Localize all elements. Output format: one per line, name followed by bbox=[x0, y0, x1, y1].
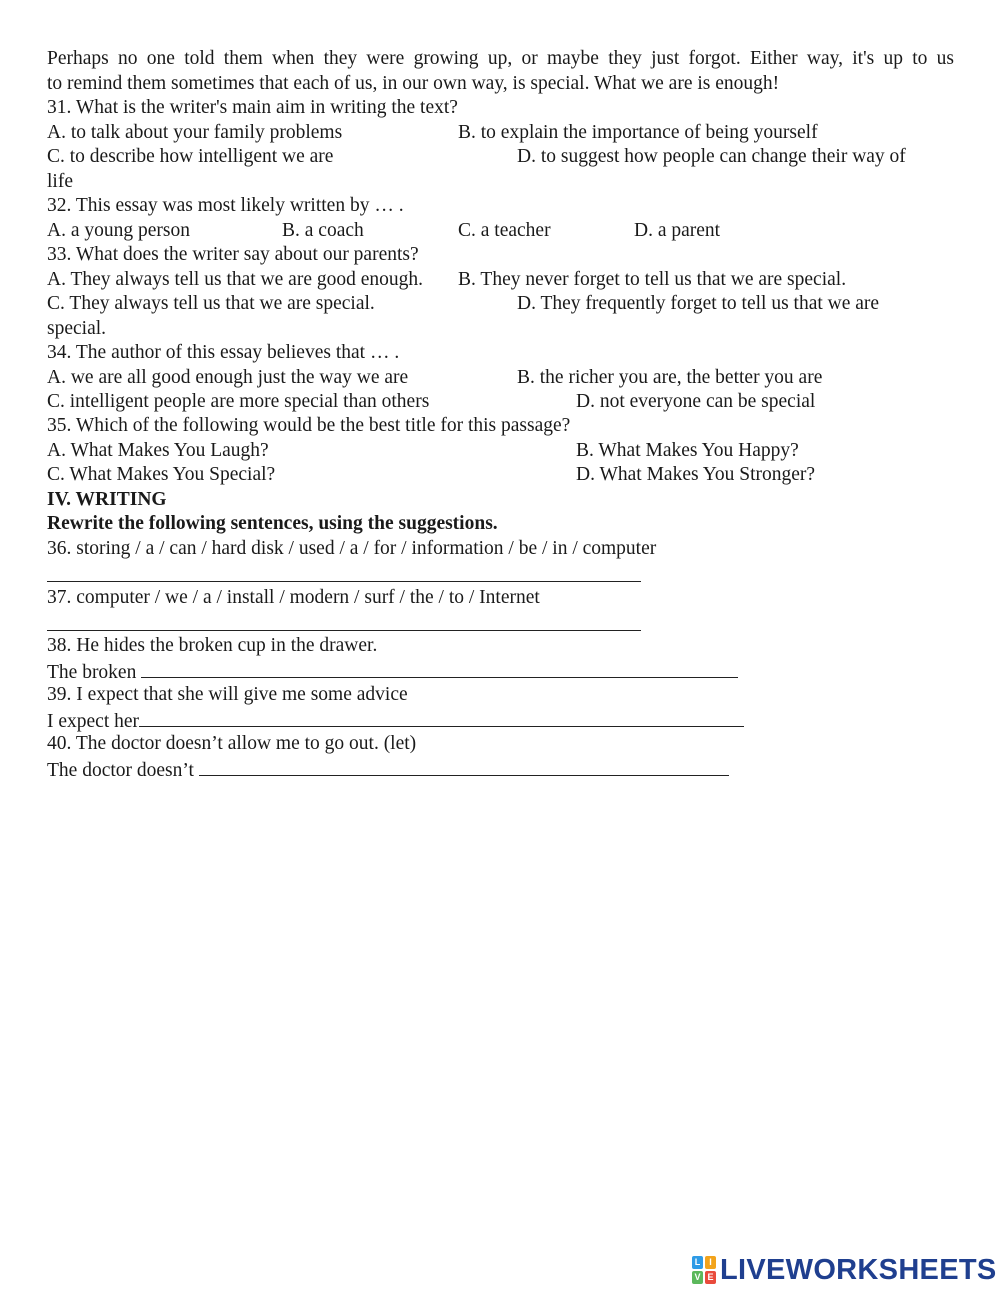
question-32-option-b: B. a coach bbox=[282, 220, 364, 241]
writing-item-40-starter: The doctor doesn’t bbox=[47, 760, 199, 781]
question-35-option-c: C. What Makes You Special? bbox=[47, 464, 276, 485]
writing-item-38-starter: The broken bbox=[47, 662, 142, 683]
question-34-option-d: D. not everyone can be special bbox=[576, 391, 816, 412]
question-32-row-1 bbox=[47, 219, 953, 243]
question-31-option-d-wrap: life bbox=[47, 171, 73, 192]
writing-item-39-prompt: 39. I expect that she will give me some advice bbox=[47, 684, 408, 705]
writing-item-37-prompt: 37. computer / we / a / install / modern / surf / the / to / Internet bbox=[47, 587, 540, 608]
question-33-option-c: C. They always tell us that we are special. bbox=[47, 293, 375, 314]
question-32-option-c: C. a teacher bbox=[458, 220, 551, 241]
question-34-option-b: B. the richer you are, the better you are bbox=[517, 367, 823, 388]
passage-line-2: to remind them sometimes that each of us, in our own way, is special. What we are is enough! bbox=[47, 73, 780, 94]
writing-instruction: Rewrite the following sentences, using the suggestions. bbox=[47, 513, 498, 534]
question-33-option-d-wrap: special. bbox=[47, 318, 107, 339]
writing-item-36-answer-line[interactable] bbox=[47, 581, 641, 582]
question-32-stem: 32. This essay was most likely written by … . bbox=[47, 195, 404, 216]
question-35-option-a: A. What Makes You Laugh? bbox=[47, 440, 269, 461]
passage-line-1: Perhaps no one told them when they were growing up, or maybe they just forgot. Either way, it's up to us bbox=[47, 48, 954, 69]
writing-item-39-starter: I expect her bbox=[47, 711, 140, 732]
question-31-row-2 bbox=[47, 145, 953, 169]
question-33-option-d: D. They frequently forget to tell us that we are bbox=[517, 293, 880, 314]
question-32-option-a: A. a young person bbox=[47, 220, 190, 241]
writing-item-40-prompt: 40. The doctor doesn’t allow me to go out. (let) bbox=[47, 733, 417, 754]
question-35-option-b: B. What Makes You Happy? bbox=[576, 440, 799, 461]
writing-item-37-answer-line[interactable] bbox=[47, 630, 641, 631]
question-34-row-1 bbox=[47, 366, 953, 390]
liveworksheets-mark-icon bbox=[692, 1256, 716, 1284]
question-34-option-c: C. intelligent people are more special than others bbox=[47, 391, 430, 412]
writing-item-39-answer-line[interactable] bbox=[139, 708, 744, 727]
question-35-row-1 bbox=[47, 439, 953, 463]
question-31-row-1 bbox=[47, 121, 953, 145]
question-35-stem: 35. Which of the following would be the best title for this passage? bbox=[47, 415, 571, 436]
question-33-option-b: B. They never forget to tell us that we are special. bbox=[458, 269, 847, 290]
question-31-option-c: C. to describe how intelligent we are bbox=[47, 146, 334, 167]
question-31-option-b: B. to explain the importance of being yourself bbox=[458, 122, 818, 143]
question-33-stem: 33. What does the writer say about our parents? bbox=[47, 244, 419, 265]
writing-item-38-answer-row bbox=[47, 659, 738, 685]
writing-item-38-prompt: 38. He hides the broken cup in the drawer. bbox=[47, 635, 378, 656]
question-31-stem: 31. What is the writer's main aim in writing the text? bbox=[47, 97, 458, 118]
question-31-option-a: A. to talk about your family problems bbox=[47, 122, 343, 143]
question-34-option-a: A. we are all good enough just the way we are bbox=[47, 367, 409, 388]
logo-mark-letter-3: V bbox=[692, 1271, 703, 1284]
question-34-stem: 34. The author of this essay believes that … . bbox=[47, 342, 400, 363]
writing-item-36-prompt: 36. storing / a / can / hard disk / used / a / for / information / be / in / computer bbox=[47, 538, 657, 559]
writing-heading: IV. WRITING bbox=[47, 489, 167, 510]
liveworksheets-wordmark: LIVEWORKSHEETS bbox=[720, 1253, 997, 1286]
question-31-option-d: D. to suggest how people can change their way of bbox=[517, 146, 906, 167]
logo-mark-letter-1: L bbox=[692, 1256, 703, 1269]
liveworksheets-logo[interactable] bbox=[692, 1255, 997, 1285]
question-34-row-2 bbox=[47, 390, 953, 414]
writing-item-40-answer-line[interactable] bbox=[199, 757, 729, 776]
question-32-option-d: D. a parent bbox=[634, 220, 721, 241]
question-35-row-2 bbox=[47, 463, 953, 487]
question-35-option-d: D. What Makes You Stronger? bbox=[576, 464, 816, 485]
question-33-row-2 bbox=[47, 292, 953, 316]
writing-item-38-answer-line[interactable] bbox=[141, 659, 738, 678]
writing-item-39-answer-row bbox=[47, 708, 744, 734]
logo-mark-letter-4: E bbox=[705, 1271, 716, 1284]
question-33-option-a: A. They always tell us that we are good enough. bbox=[47, 269, 424, 290]
writing-item-40-answer-row bbox=[47, 757, 729, 783]
logo-mark-letter-2: I bbox=[705, 1256, 716, 1269]
question-33-row-1 bbox=[47, 268, 953, 292]
